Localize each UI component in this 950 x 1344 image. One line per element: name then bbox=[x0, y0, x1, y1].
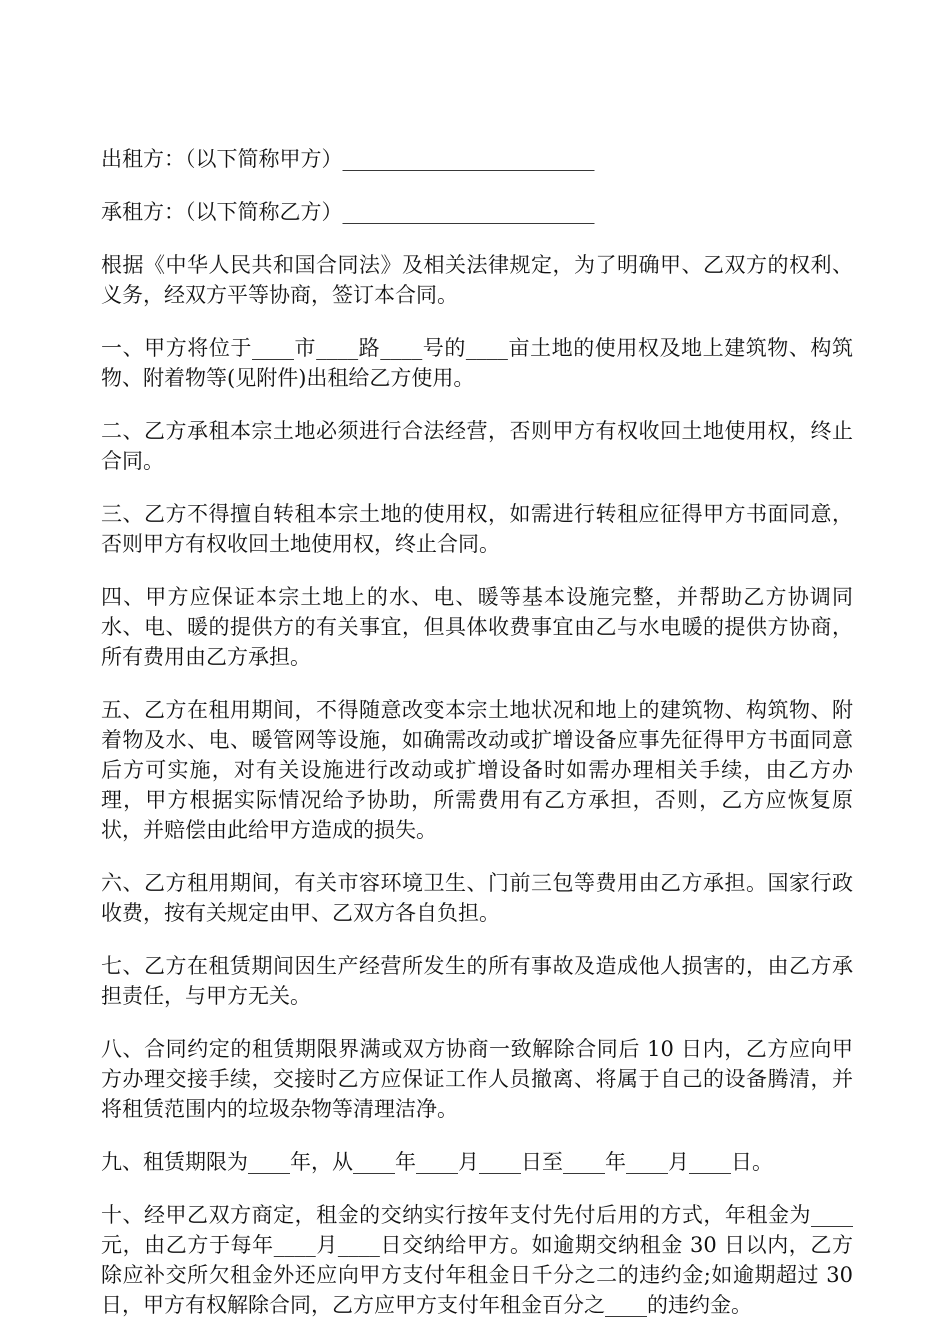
clause-4: 四、甲方应保证本宗土地上的水、电、暖等基本设施完整，并帮助乙方协调同水、电、暖的提供方的有关事宜，但具体收费事宜由乙与水电暖的提供方协商，所有费用由乙方承担。 bbox=[101, 585, 853, 669]
clause-10: 十、经甲乙双方商定，租金的交纳实行按年支付先付后用的方式，年租金为____元，由乙方于每年____月____日交纳给甲方。如逾期交纳租金 30 日以内，乙方除应补交所欠租金外还应向甲方支付年租金日千分之二的违约金;如逾期超过 30 日，甲方有权解除合同，乙方应甲方支付年租金百分之____的违约金。 bbox=[101, 1203, 853, 1317]
clause-7: 七、乙方在租赁期间因生产经营所发生的所有事故及造成他人损害的，由乙方承担责任，与甲方无关。 bbox=[101, 954, 853, 1008]
clause-8: 八、合同约定的租赁期限界满或双方协商一致解除合同后 10 日内，乙方应向甲方办理交接手续，交接时乙方应保证工作人员撤离、将属于自己的设备腾清，并将租赁范围内的垃圾杂物等清理洁净。 bbox=[101, 1037, 853, 1121]
lessee-line: 承租方：（以下简称乙方）________________________ bbox=[101, 200, 595, 224]
clause-2: 二、乙方承租本宗土地必须进行合法经营，否则甲方有权收回土地使用权，终止合同。 bbox=[101, 419, 853, 473]
contract-page bbox=[101, 144, 853, 1320]
lessor-line: 出租方：（以下简称甲方）________________________ bbox=[101, 147, 595, 171]
clause-9: 九、租赁期限为____年，从____年____月____日至____年____月____日。 bbox=[101, 1150, 773, 1174]
clause-1: 一、甲方将位于____市____路____号的____亩土地的使用权及地上建筑物、构筑物、附着物等(见附件)出租给乙方使用。 bbox=[101, 336, 853, 390]
preamble-paragraph: 根据《中华人民共和国合同法》及相关法律规定，为了明确甲、乙双方的权利、义务，经双方平等协商，签订本合同。 bbox=[101, 253, 853, 307]
clause-6: 六、乙方租用期间，有关市容环境卫生、门前三包等费用由乙方承担。国家行政收费，按有关规定由甲、乙双方各自负担。 bbox=[101, 871, 853, 925]
clause-3: 三、乙方不得擅自转租本宗土地的使用权，如需进行转租应征得甲方书面同意，否则甲方有权收回土地使用权，终止合同。 bbox=[101, 502, 853, 556]
clause-5: 五、乙方在租用期间，不得随意改变本宗土地状况和地上的建筑物、构筑物、附着物及水、电、暖管网等设施，如确需改动或扩增设备应事先征得甲方书面同意后方可实施，对有关设施进行改动或扩增设备时如需办理相关手续，由乙方办理，甲方根据实际情况给予协助，所需费用有乙方承担，否则，乙方应恢复原状，并赔偿由此给甲方造成的损失。 bbox=[101, 698, 853, 842]
